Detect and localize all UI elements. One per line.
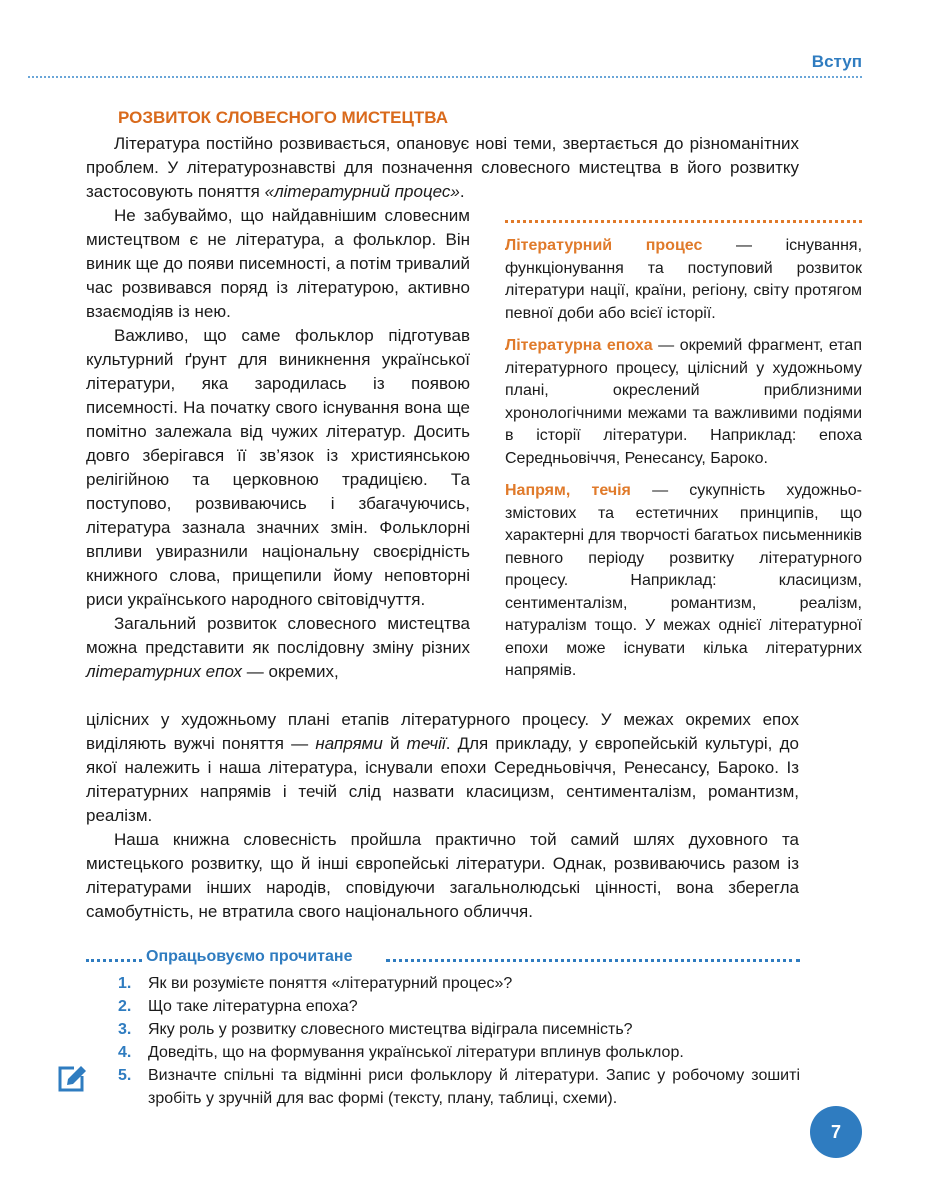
page-number: 7	[810, 1106, 862, 1158]
definition-literary-process: Літературний процес — існування, функціонування та поступовий розвиток літератури нації, країни, регіону, світу протягом певної доби або всієї історії.	[505, 237, 863, 322]
question-item: 2. Що таке літературна епоха?	[118, 998, 358, 1015]
questions-divider-left	[86, 959, 142, 962]
definition-direction: Напрям, течія — сукупність художньо-змістових та естетичних принципів, що характерні для творчості багатьох письменників певного періоду розвитку літературного процесу. Наприклад: класицизм, сентименталізм, романтизм, реалізм, натуралізм тощо. У межах однієї літературної епохи може існувати кілька літературних напрямів.	[505, 482, 863, 679]
question-item: 1. Як ви розумієте поняття «літературний процес»?	[118, 975, 513, 992]
paragraph-folklore: Не забуваймо, що найдавнішим словесним мистецтвом є не література, а фольклор. Він виник ще до появи писемності, а потім тривалий час розвивався поряд із літературою, активно взаємодіяв із нею.	[86, 206, 470, 321]
intro-paragraph: Література постійно розвивається, опановує нові теми, звертається до різноманітних проблем. У літературознавстві для позначення словесного мистецтва в його розвитку застосовують поняття «літературний процес».	[86, 134, 799, 201]
definitions-box	[505, 220, 862, 693]
paragraph-cultural-ground: Важливо, що саме фольклор підготував культурний ґрунт для виникнення української літератури, яка зародилась із появою писемності. На початку свого існування вона ще помітно залежала від чужих літератур. Досить довго зберігався її зв’язок із християнською релігійною та церковною традицією. Та поступово, розвиваючись і збагачуючись, література зазнала значних змін. Фольклорні впливи увиразнили національну своєрідність книжного слова, прищепили йому неповторні риси українського народного світовідчуття.	[86, 326, 470, 609]
definition-literary-epoch: Літературна епоха — окремий фрагмент, етап літературного процесу, цілісний у художньому плані, окреслений приблизними хронологічними межами та важливими подіями в історії літератури. Наприклад: епоха Середньовіччя, Ренесансу, Бароко.	[505, 337, 862, 467]
question-item: 4. Доведіть, що на формування української літератури вплинув фольклор.	[118, 1044, 684, 1061]
paragraph-epochs: Загальний розвиток словесного мистецтва можна представити як послідовну зміну різних літературних епох — окремих,	[86, 614, 470, 681]
full-width-text	[86, 708, 799, 924]
questions-header	[86, 948, 800, 972]
header-divider	[28, 76, 862, 78]
paragraph-epochs-continued: цілісних у художньому плані етапів літературного процесу. У межах окремих епох виділяють вужчі поняття — напрями й течії. Для прикладу, у європейській культурі, до якої належить і наша література, існували епохи Середньовіччя, Ренесансу, Бароко. Із літературних напрямів і течій слід назвати класицизм, сентименталізм, романтизм, реалізм.	[86, 710, 799, 825]
questions-list	[118, 972, 800, 1110]
left-column	[86, 204, 470, 684]
section-title: РОЗВИТОК СЛОВЕСНОГО МИСТЕЦТВА	[118, 108, 448, 127]
questions-divider-right	[386, 959, 800, 962]
pencil-edit-icon	[55, 1063, 87, 1095]
questions-title: Опрацьовуємо прочитане	[146, 948, 356, 966]
header-section-title: Вступ	[811, 52, 862, 71]
paragraph-closing: Наша книжна словесність пройшла практично той самий шлях духовного та мистецького розвитку, що й інші європейські літератури. Однак, розвиваючись разом із літературами інших народів, сповідуючи загальнолюдські цінності, вона зберегла самобутність, не втратила свого національного обличчя.	[86, 830, 799, 921]
question-item: 3. Яку роль у розвитку словесного мистецтва відіграла писемність?	[118, 1021, 633, 1038]
definitions-divider	[505, 220, 862, 223]
question-item: 5. Визначте спільні та відмінні риси фольклору й літератури. Запис у робочому зошиті зробіть у зручній для вас формі (тексту, плану, таблиці, схеми).	[118, 1067, 800, 1107]
